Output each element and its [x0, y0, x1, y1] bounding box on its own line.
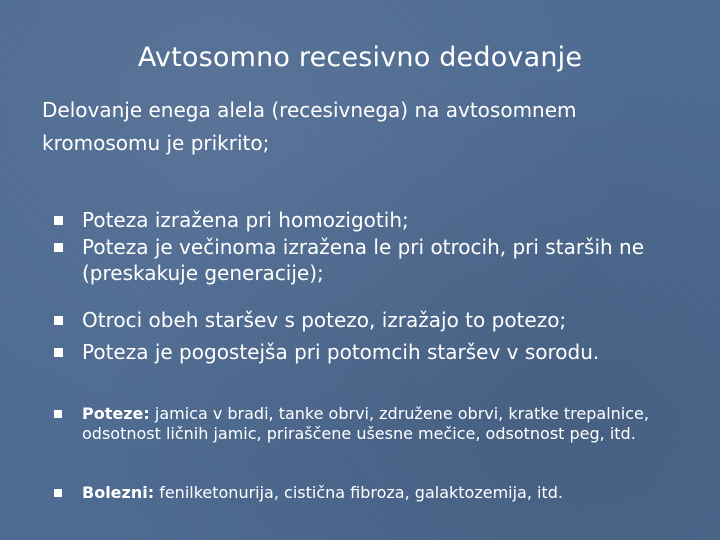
bullet-text: Poteza izražena pri homozigotih;	[82, 208, 409, 232]
bullet-text: jamica v bradi, tanke obrvi, združene obrvi, kratke trepalnice, odsotnost ličnih jamic, priraščene ušesne mečice, odsotnost peg, itd.	[82, 404, 649, 443]
bullet-item	[82, 207, 700, 233]
bullet-text: Poteza je pogostejša pri potomcih staršev v sorodu.	[82, 340, 600, 364]
bullet-item	[82, 307, 700, 333]
bullet-item-diseases	[82, 483, 700, 503]
square-bullet-icon	[54, 243, 63, 252]
bullet-label: Bolezni:	[82, 483, 155, 502]
square-bullet-icon	[54, 316, 63, 325]
square-bullet-icon	[54, 348, 63, 357]
square-bullet-icon	[54, 216, 63, 225]
bullet-item	[82, 339, 700, 365]
intro-text: Delovanje enega alela (recesivnega) na avtosomnem kromosomu je prikrito;	[42, 98, 577, 155]
square-bullet-icon	[54, 410, 62, 418]
bullet-label: Poteze:	[82, 404, 150, 423]
square-bullet-icon	[54, 489, 62, 497]
bullet-text: Poteza je večinoma izražena le pri otrocih, pri starših ne (preskakuje generacije);	[82, 235, 645, 285]
slide-title: Avtosomno recesivno dedovanje	[137, 42, 583, 73]
bullet-text: Otroci obeh staršev s potezo, izražajo to potezo;	[82, 308, 567, 332]
bullet-item-traits	[82, 404, 700, 444]
bullet-text: fenilketonurija, cistična fibroza, galaktozemija, itd.	[154, 483, 563, 502]
bullet-item	[82, 234, 700, 286]
